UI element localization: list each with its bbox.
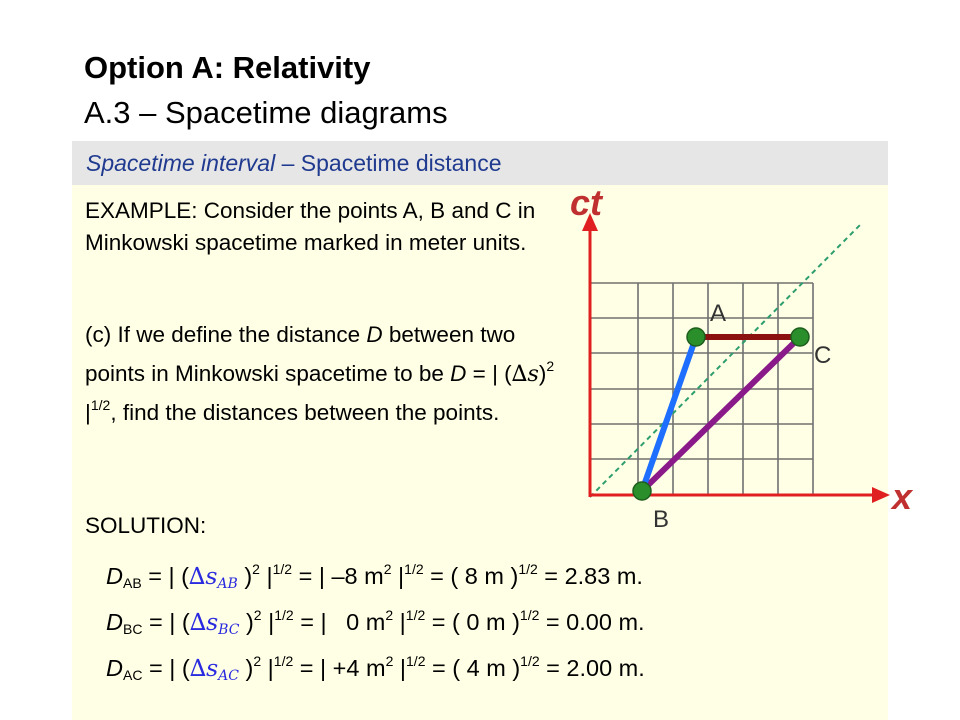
eq-d: D (106, 609, 123, 635)
eq-d-sub: AC (122, 667, 143, 683)
eq-mid: = | 0 m (293, 609, 386, 635)
eq-d-sub: BC (122, 621, 143, 637)
eq-d: D (106, 655, 123, 681)
eq-bar2: | (393, 655, 407, 681)
slide-title: Option A: Relativity (84, 50, 371, 85)
eq-h2: 1/2 (404, 561, 424, 577)
eq-h2: 1/2 (405, 607, 426, 623)
label-b: B (653, 506, 670, 533)
eq-h3: 1/2 (520, 653, 540, 669)
eq-delta-sub: BC (218, 622, 240, 638)
part-c-delta: ∆s (511, 360, 539, 387)
eq-result: = 2.83 m. (537, 563, 643, 589)
part-c-c: = | ( (466, 360, 512, 386)
point-c (791, 328, 809, 346)
part-c-d2: D (450, 360, 467, 386)
solution-label: SOLUTION: (85, 513, 207, 538)
eq-delta-sub: AC (218, 668, 239, 684)
eq-p2b: 2 (385, 653, 394, 669)
eq-p2b: 2 (383, 561, 392, 577)
spacetime-diagram (560, 185, 950, 545)
eq-p2b: 2 (385, 607, 394, 623)
section-title-italic: Spacetime interval (86, 150, 276, 176)
eq-h3: 1/2 (518, 561, 538, 577)
eq-h2: 1/2 (406, 653, 426, 669)
section-title-rest: – Spacetime distance (275, 150, 502, 176)
eq-p2: 2 (253, 607, 262, 623)
section-header (72, 141, 888, 185)
equation-ac (106, 653, 645, 684)
eq-close: ) (238, 655, 254, 681)
eq-mid2: = ( 0 m ) (425, 609, 520, 635)
ct-axis-label: ct (570, 185, 603, 223)
eq-delta: ∆s (189, 608, 219, 636)
part-c-sq: 2 (546, 357, 555, 374)
eq-close: ) (239, 609, 254, 635)
eq-p2: 2 (253, 653, 262, 669)
eq-bar: | (261, 655, 274, 681)
part-c-d-close: ) (538, 360, 547, 386)
eq-delta: ∆s (188, 562, 218, 590)
eq-h1: 1/2 (273, 653, 294, 669)
eq-mid: = | +4 m (293, 655, 386, 681)
eq-bar: | (259, 563, 273, 589)
eq-bar2: | (391, 563, 405, 589)
equation-bc (106, 607, 645, 638)
part-c-a: (c) If we define the distance (85, 322, 367, 347)
eq-result: = 2.00 m. (539, 655, 645, 681)
eq-p2: 2 (252, 561, 260, 577)
label-c: C (814, 342, 832, 369)
eq-close: ) (237, 563, 253, 589)
eq-bar2: | (393, 609, 406, 635)
part-c-d: D (366, 322, 383, 347)
eq-h3: 1/2 (519, 607, 540, 623)
part-c-b: between two points in Minkowski spacetime to be (85, 322, 516, 386)
eq-h1: 1/2 (272, 561, 293, 577)
eq-mid2: = ( 8 m ) (423, 563, 519, 589)
eq-delta: ∆s (189, 654, 219, 682)
example-text: EXAMPLE: Consider the points A, B and C in Minkowski spacetime marked in meter units. (85, 198, 536, 255)
eq-bar: | (261, 609, 275, 635)
ct-axis (582, 213, 598, 497)
x-axis-label: x (892, 476, 913, 517)
eq-delta-sub: AB (217, 576, 238, 592)
part-c-f: , find the distances between the points. (110, 400, 500, 425)
segment-ac (642, 337, 800, 491)
eq-open: = | ( (142, 655, 190, 681)
eq-mid: = | –8 m (292, 563, 384, 589)
label-a: A (710, 300, 727, 327)
eq-open: = | ( (142, 609, 190, 635)
eq-d: D (106, 563, 123, 589)
section-title (86, 150, 502, 177)
equation-ab (106, 561, 643, 592)
point-b (633, 482, 651, 500)
slide-subtitle: A.3 – Spacetime diagrams (84, 95, 448, 130)
eq-open: = | ( (141, 563, 189, 589)
eq-d-sub: AB (122, 575, 142, 591)
eq-result: = 0.00 m. (539, 609, 645, 635)
eq-mid2: = ( 4 m ) (425, 655, 521, 681)
point-a (687, 328, 705, 346)
part-c-half: 1/2 (90, 397, 111, 413)
part-c-text (85, 319, 565, 429)
eq-h1: 1/2 (274, 607, 294, 623)
part-c-e: | (85, 400, 91, 425)
